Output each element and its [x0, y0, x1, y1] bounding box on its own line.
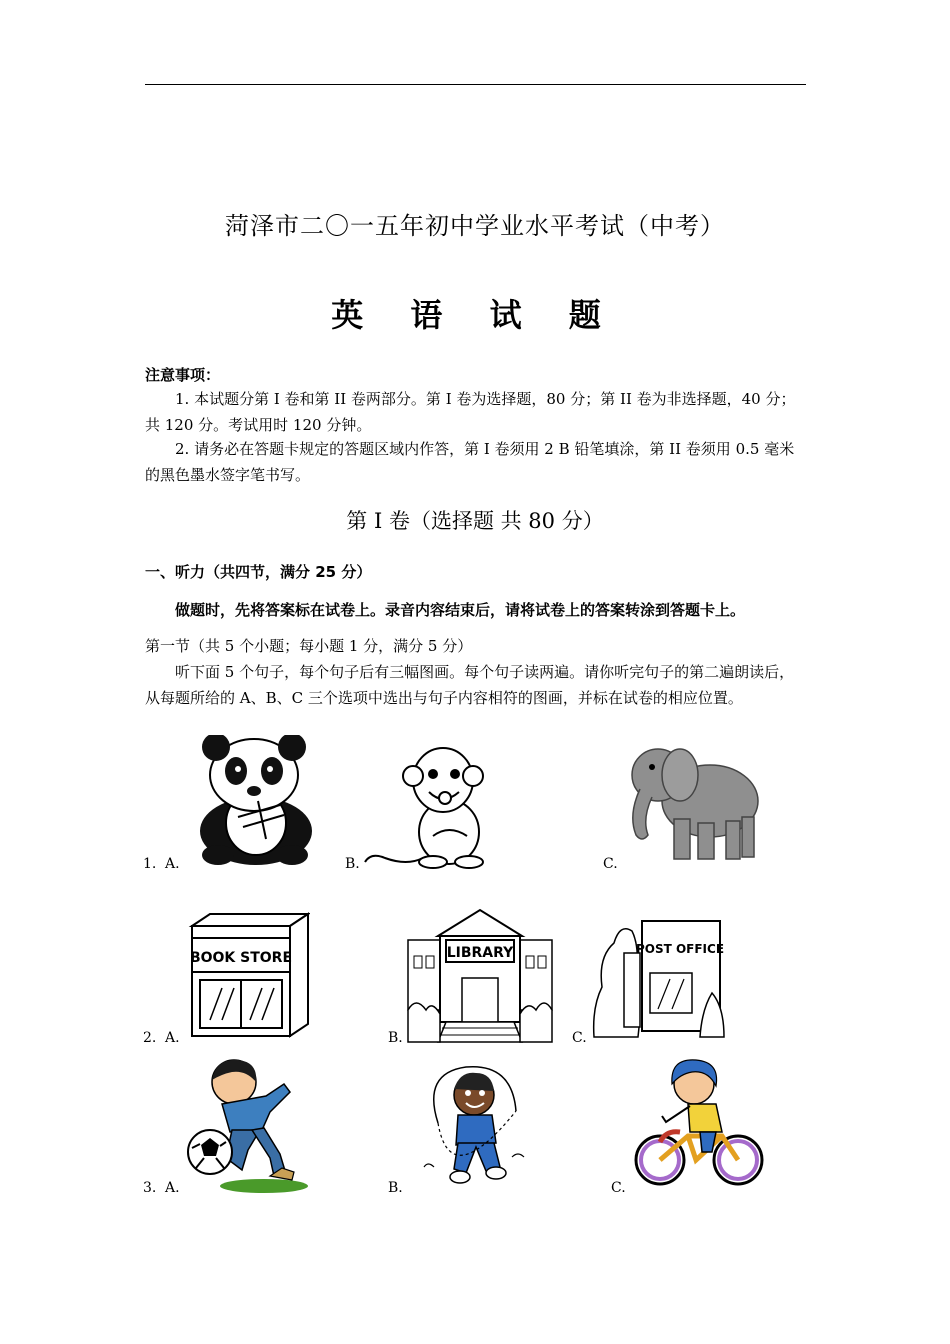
- post-office-image[interactable]: [592, 917, 726, 1039]
- question-1-option-a-label[interactable]: A.: [165, 856, 180, 872]
- library-sign: LIBRARY: [446, 945, 514, 961]
- boy-playing-soccer-image[interactable]: [186, 1058, 310, 1194]
- listening-instruction: 做题时，先将答案标在试卷上。录音内容结束后，请将试卷上的答案转涂到答题卡上。: [175, 601, 746, 619]
- book-store-image[interactable]: [188, 912, 310, 1042]
- panda-image[interactable]: [188, 735, 323, 867]
- question-2-option-b-label[interactable]: B.: [388, 1030, 403, 1046]
- monkey-image[interactable]: [363, 740, 493, 870]
- elephant-image[interactable]: [622, 739, 762, 865]
- question-2-number: 2.: [143, 1030, 157, 1046]
- question-3-option-a-label[interactable]: A.: [165, 1180, 180, 1196]
- library-image[interactable]: [406, 906, 554, 1044]
- boy-riding-bike-image[interactable]: [630, 1056, 766, 1192]
- question-1-number: 1.: [143, 856, 157, 872]
- note-item-2: 2. 请务必在答题卡规定的答题区域内作答，第 I 卷须用 2 B 铅笔填涂，第 II 卷须用 0.5 毫米的黑色墨水签字笔书写。: [145, 440, 795, 484]
- question-2-option-a-label[interactable]: A.: [165, 1030, 180, 1046]
- question-3-option-b-label[interactable]: B.: [388, 1180, 403, 1196]
- question-3-number: 3.: [143, 1180, 157, 1196]
- book-store-sign: BOOK STORE: [189, 950, 293, 966]
- section-heading: 一、听力（共四节，满分 25 分）: [145, 563, 372, 581]
- subject-title: 英 语 试 题: [331, 296, 619, 334]
- part1-title: 第 I 卷（选择题 共 80 分）: [346, 509, 604, 533]
- boy-skipping-rope-image[interactable]: [420, 1063, 532, 1191]
- subsection-heading: 第一节（共 5 个小题；每小题 1 分，满分 5 分）: [145, 637, 473, 655]
- subsection-instruction: 听下面 5 个句子，每个句子后有三幅图画。每个句子读两遍。请你听完句子的第二遍朗读后，从每题所给的 A、B、C 三个选项中选出与句子内容相符的图画，并标在试卷的相应位置。: [145, 663, 795, 707]
- question-3-option-c-label[interactable]: C.: [611, 1180, 626, 1196]
- question-1-option-c-label[interactable]: C.: [603, 856, 618, 872]
- header-rule: [145, 84, 806, 85]
- question-1-option-b-label[interactable]: B.: [345, 856, 360, 872]
- post-office-sign: POST OFFICE: [635, 942, 725, 956]
- note-item-1: 1. 本试题分第 I 卷和第 II 卷两部分。第 I 卷为选择题，80 分；第 II 卷为非选择题，40 分；共 120 分。考试用时 120 分钟。: [145, 390, 796, 434]
- exam-title: 菏泽市二〇一五年初中学业水平考试（中考）: [225, 212, 725, 240]
- question-2-option-c-label[interactable]: C.: [572, 1030, 587, 1046]
- notes-heading: 注意事项：: [145, 366, 221, 384]
